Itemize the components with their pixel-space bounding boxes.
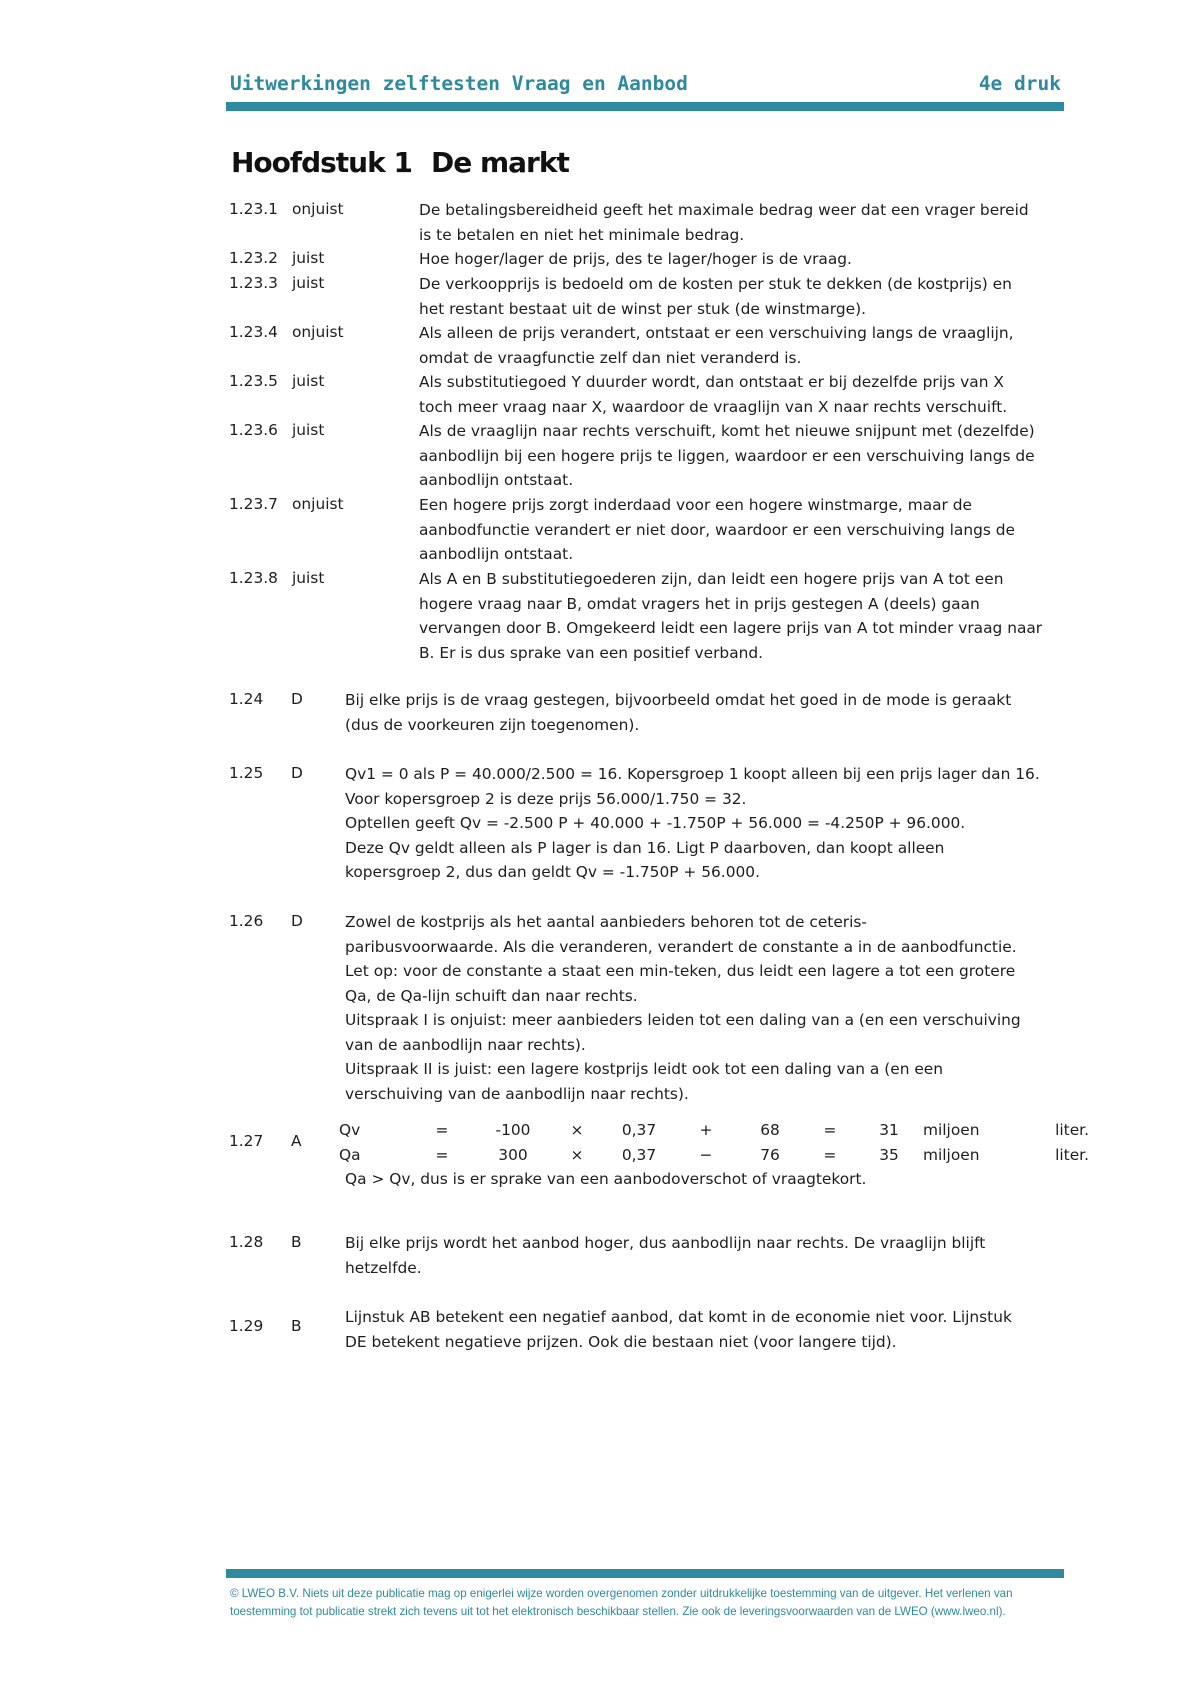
answer-explanation-line: Bij elke prijs is de vraag gestegen, bijvoorbeeld omdat het goed in de mode is geraakt [345,691,1012,709]
equation-cell: 35 [879,1145,899,1164]
equation-cell: miljoen [923,1121,980,1140]
item-verdict: juist [292,372,325,390]
equation-cell: × [570,1121,584,1140]
answer-explanation-line: Uitspraak I is onjuist: meer aanbieders leiden tot een daling van a (en een verschuiving [345,1011,1021,1029]
item-number: 1.23.3 [229,274,278,292]
equation-row [339,1143,1089,1168]
equation-cell: 0,37 [621,1145,657,1164]
answer-explanation-line: paribusvoorwaarde. Als die veranderen, verandert de constante a in de aanbodfunctie. [345,937,1017,956]
answer-letter: D [291,912,303,930]
answer-explanation-line: Lijnstuk AB betekent een negatief aanbod, dat komt in de economie niet voor. Lijnstuk [345,1308,1012,1326]
item-number: 1.23.7 [229,495,278,513]
item-explanation-line: is te betalen en niet het minimale bedrag. [419,225,745,244]
item-verdict: onjuist [292,323,344,341]
equation-cell: Qa [339,1145,361,1164]
answer-explanation-line: Zowel de kostprijs als het aantal aanbieders behoren tot de ceteris- [345,913,867,931]
equation-cell: 31 [879,1121,899,1140]
item-explanation-line: De betalingsbereidheid geeft het maximale bedrag weer dat een vrager bereid [419,201,1029,219]
item-explanation-line: vervangen door B. Omgekeerd leidt een lagere prijs van A tot minder vraag naar [419,619,1043,637]
question-number: 1.29 [229,1317,264,1335]
chapter-name: De markt [431,146,569,179]
item-explanation-line: aanbodlijn ontstaat. [419,471,574,489]
question-number: 1.25 [229,764,264,782]
equation-row [339,1118,1089,1143]
item-explanation-line: het restant bestaat uit de winst per stuk (de winstmarge). [419,299,866,318]
item-explanation-line: omdat de vraagfunctie zelf dan niet veranderd is. [419,348,802,367]
item-number: 1.23.6 [229,421,278,439]
item-explanation-line: aanbodlijn bij een hogere prijs te liggen, waardoor er een verschuiving langs de [419,446,1035,465]
edition-label: 4e druk [978,72,1061,95]
item-explanation-line: Als alleen de prijs verandert, ontstaat er een verschuiving langs de vraaglijn, [419,324,1014,342]
item-number: 1.23.2 [229,249,278,267]
header-rule [226,102,1064,111]
equation-cell: 300 [498,1145,528,1164]
item-explanation-line: Als substitutiegoed Y duurder wordt, dan ontstaat er bij dezelfde prijs van X [419,373,1004,391]
answer-letter: B [291,1233,302,1251]
item-explanation-line: Hoe hoger/lager de prijs, des te lager/hoger is de vraag. [419,250,852,268]
equation-cell: Qv [339,1121,361,1140]
footer-rule [226,1569,1064,1578]
equation-cell: + [699,1121,713,1140]
answer-letter: D [291,690,303,708]
equation-cell: liter. [1055,1121,1089,1140]
item-verdict: juist [292,274,325,292]
equation-cell: = [823,1121,837,1140]
equation-cell: = [823,1145,837,1164]
item-explanation-line: toch meer vraag naar X, waardoor de vraaglijn van X naar rechts verschuift. [419,397,1008,416]
item-explanation-line: aanbodfunctie verandert er niet door, waardoor er een verschuiving langs de [419,520,1015,539]
item-explanation-line: Als de vraaglijn naar rechts verschuift, komt het nieuwe snijpunt met (dezelfde) [419,422,1035,440]
answer-letter: D [291,764,303,782]
answer-explanation-line: Voor kopersgroep 2 is deze prijs 56.000/1.750 = 32. [345,789,747,808]
chapter-label: Hoofdstuk 1 [231,146,412,179]
item-number: 1.23.8 [229,569,278,587]
answer-explanation-line: (dus de voorkeuren zijn toegenomen). [345,715,640,734]
answer-explanation-line: Qa > Qv, dus is er sprake van een aanbodoverschot of vraagtekort. [345,1170,867,1188]
copyright-footer: © LWEO B.V. Niets uit deze publicatie mag op enigerlei wijze worden overgenomen zonder uitdrukkelijke toestemming van de uitgever. Het verlenen van toestemming tot publicatie strekt zich tevens uit tot het elektronisch beschikbaar stellen. Zie ook de leveringsvoorwaarden van de LWEO (www.lweo.nl). [230,1587,1013,1618]
equation-cell: = [435,1145,449,1164]
item-verdict: juist [292,249,325,267]
item-number: 1.23.4 [229,323,278,341]
equation-cell: -100 [495,1121,531,1140]
answer-explanation-line: Qa, de Qa-lijn schuift dan naar rechts. [345,986,638,1005]
item-verdict: onjuist [292,495,344,513]
item-explanation-line: aanbodlijn ontstaat. [419,545,574,563]
question-number: 1.28 [229,1233,264,1251]
answer-explanation-line: kopersgroep 2, dus dan geldt Qv = -1.750P + 56.000. [345,863,760,881]
item-explanation-line: De verkoopprijs is bedoeld om de kosten per stuk te dekken (de kostprijs) en [419,275,1012,293]
question-number: 1.24 [229,690,264,708]
chapter-heading [231,146,569,179]
equation-cell: = [435,1121,449,1140]
item-verdict: juist [292,569,325,587]
item-number: 1.23.5 [229,372,278,390]
answer-explanation-line: Deze Qv geldt alleen als P lager is dan 16. Ligt P daarboven, dan koopt alleen [345,838,945,857]
page-header [226,72,1064,98]
equation-cell: miljoen [923,1145,980,1164]
answer-explanation-line: Qv1 = 0 als P = 40.000/2.500 = 16. Kopersgroep 1 koopt alleen bij een prijs lager dan 16. [345,765,1040,783]
answer-letter: B [291,1317,302,1335]
answer-explanation-line: DE betekent negatieve prijzen. Ook die bestaan niet (voor langere tijd). [345,1332,897,1351]
answer-explanation-line: Optellen geeft Qv = -2.500 P + 40.000 + -1.750P + 56.000 = -4.250P + 96.000. [345,814,966,832]
item-number: 1.23.1 [229,200,278,218]
item-explanation-line: Als A en B substitutiegoederen zijn, dan leidt een hogere prijs van A tot een [419,570,1004,588]
equation-cell: − [699,1145,713,1164]
answer-explanation-line: hetzelfde. [345,1258,422,1277]
item-verdict: onjuist [292,200,344,218]
answer-explanation-line: Uitspraak II is juist: een lagere kostprijs leidt ook tot een daling van a (en een [345,1060,944,1078]
item-explanation-line: B. Er is dus sprake van een positief verband. [419,643,764,662]
equation-cell: 0,37 [621,1121,657,1140]
answer-letter: A [291,1132,302,1150]
item-explanation-line: hogere vraag naar B, omdat vragers het in prijs gestegen A (deels) gaan [419,594,980,613]
document-title: Uitwerkingen zelftesten Vraag en Aanbod [230,72,688,95]
answer-explanation-line: Bij elke prijs wordt het aanbod hoger, dus aanbodlijn naar rechts. De vraaglijn blijft [345,1234,986,1252]
question-number: 1.26 [229,912,264,930]
equation-table [339,1118,1089,1167]
answer-explanation-line: Let op: voor de constante a staat een min-teken, dus leidt een lagere a tot een grotere [345,962,1016,980]
equation-cell: × [570,1145,584,1164]
equation-cell: liter. [1055,1145,1089,1164]
question-number: 1.27 [229,1132,264,1150]
answer-explanation-line: van de aanbodlijn naar rechts). [345,1035,586,1054]
item-verdict: juist [292,421,325,439]
item-explanation-line: Een hogere prijs zorgt inderdaad voor een hogere winstmarge, maar de [419,496,973,514]
equation-cell: 68 [760,1121,780,1140]
equation-cell: 76 [760,1145,780,1164]
answer-explanation-line: verschuiving van de aanbodlijn naar rechts). [345,1084,689,1103]
